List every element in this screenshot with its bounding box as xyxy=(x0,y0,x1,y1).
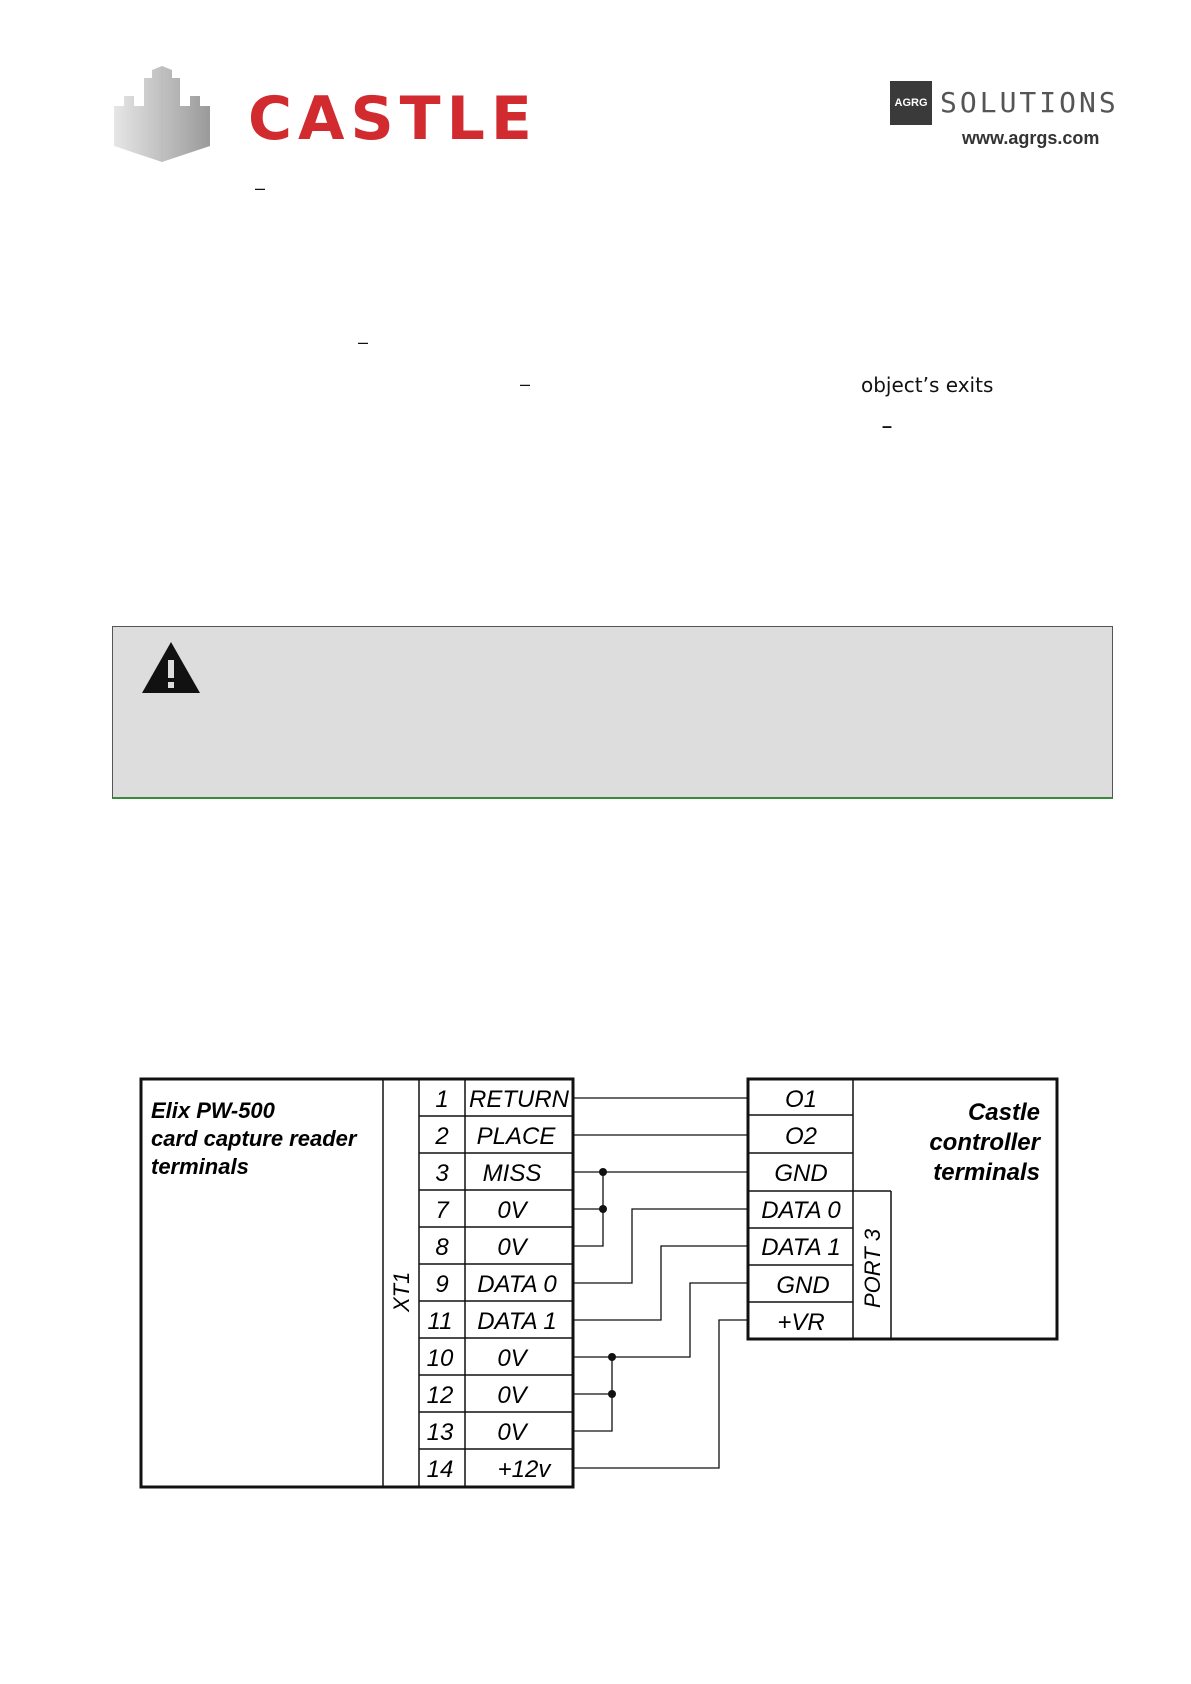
reader-pin-label: 0V xyxy=(497,1234,527,1261)
reader-pin-label: +12v xyxy=(497,1456,551,1483)
reader-title-line-2: card capture reader xyxy=(151,1126,357,1151)
reader-title-line-3: terminals xyxy=(151,1154,249,1179)
partner-name: SOLUTIONS xyxy=(940,86,1119,119)
junction-dot xyxy=(599,1168,607,1176)
controller-pin-label: O1 xyxy=(784,1086,818,1113)
text-dash: – xyxy=(255,178,266,198)
controller-title-line-3: terminals xyxy=(933,1159,1040,1186)
partner-logo: AGRG xyxy=(890,81,932,125)
reader-pin-number: 12 xyxy=(426,1382,454,1409)
reader-pin-number: 13 xyxy=(426,1419,454,1446)
website-link[interactable]: www.agrgs.com xyxy=(962,128,1100,148)
reader-pin-number: 14 xyxy=(426,1456,454,1483)
controller-pin-label: +VR xyxy=(777,1309,825,1336)
reader-pin-label: 0V xyxy=(497,1345,527,1372)
controller-pin-label: DATA 0 xyxy=(761,1197,841,1224)
junction-dot xyxy=(608,1353,616,1361)
text-dash: – xyxy=(882,416,893,436)
reader-pin-number: 3 xyxy=(435,1160,449,1187)
reader-pin-label: DATA 0 xyxy=(477,1271,557,1298)
junction-dot xyxy=(608,1390,616,1398)
text-dash: – xyxy=(520,374,531,394)
reader-pin-number: 9 xyxy=(435,1271,449,1298)
reader-pin-label: MISS xyxy=(482,1160,542,1187)
reader-pin-label: 0V xyxy=(497,1382,527,1409)
reader-pin-label: DATA 1 xyxy=(477,1308,557,1335)
text-fragment: object’s exits xyxy=(861,373,994,397)
controller-pin-label: GND xyxy=(774,1160,828,1187)
reader-pin-label: PLACE xyxy=(476,1123,556,1150)
reader-pin-number: 11 xyxy=(427,1308,453,1335)
controller-title-line-1: Castle xyxy=(967,1099,1040,1126)
controller-port-label: PORT 3 xyxy=(860,1228,885,1308)
junction-dot xyxy=(599,1205,607,1213)
reader-pin-label: 0V xyxy=(497,1419,527,1446)
controller-pin-label: O2 xyxy=(784,1123,818,1150)
controller-title-line-2: controller xyxy=(929,1129,1040,1156)
reader-pin-number: 2 xyxy=(435,1123,449,1150)
brand-name: CASTLE xyxy=(248,84,538,154)
text-dash: – xyxy=(358,332,369,352)
controller-pin-label: GND xyxy=(776,1272,830,1299)
reader-pin-number: 1 xyxy=(435,1086,449,1113)
reader-connector-label: XT1 xyxy=(389,1271,414,1312)
reader-pin-number: 10 xyxy=(426,1345,454,1372)
controller-pin-label: DATA 1 xyxy=(761,1234,841,1261)
reader-pin-label: RETURN xyxy=(469,1086,569,1113)
reader-pin-number: 7 xyxy=(435,1197,449,1224)
reader-pin-number: 8 xyxy=(435,1234,449,1261)
reader-pin-label: 0V xyxy=(497,1197,527,1224)
reader-title-line-1: Elix PW-500 xyxy=(151,1098,275,1123)
